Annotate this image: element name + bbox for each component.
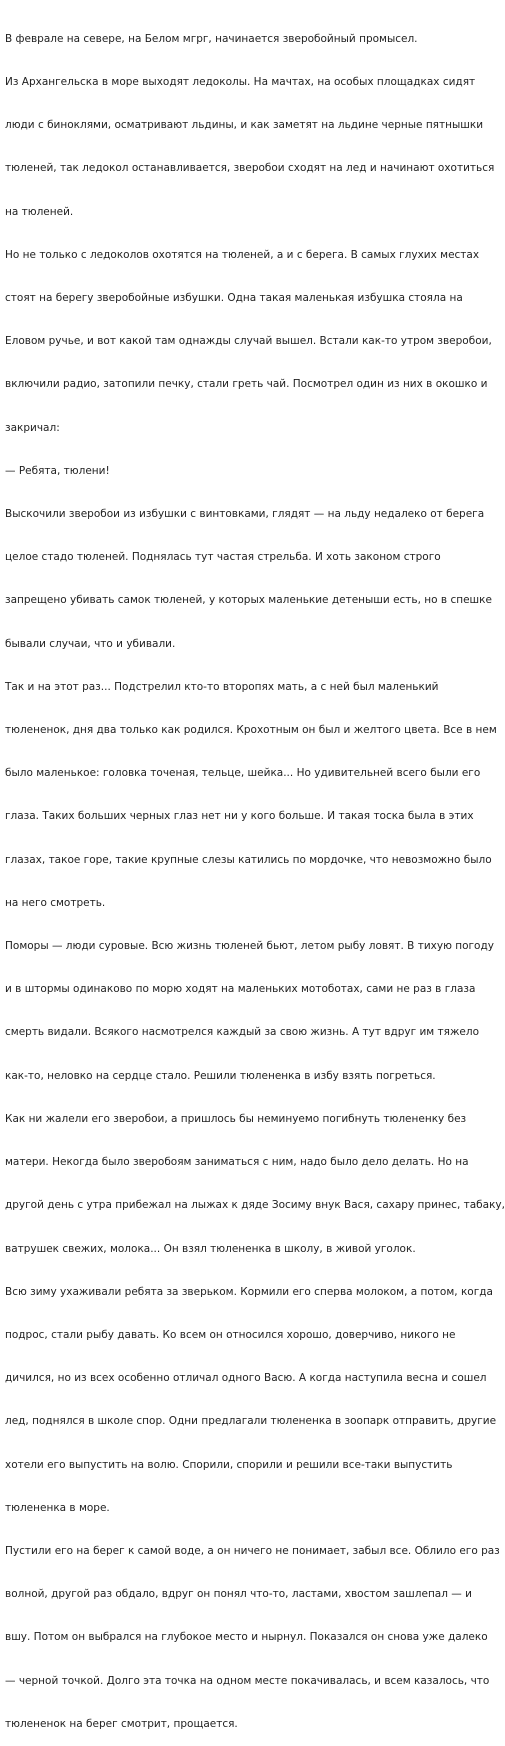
text-line: — черной точкой. Долго эта точка на одном месте покачивалась, и всем казалось, что [5, 1674, 490, 1687]
text-line: волной, другой раз обдало, вдруг он понял что-то, ластами, хвостом зашлепал — и [5, 1588, 472, 1601]
text-line: В феврале на севере, на Белом мгрг, начинается зверобойный промысел. [5, 32, 418, 45]
text-line: Выскочили зверобои из избушки с винтовками, глядят — на льду недалеко от берега [5, 508, 485, 521]
text-line: и в штормы одинаково по морю ходят на маленьких мотоботах, сами не раз в глаза [5, 983, 476, 996]
text-line: стоят на берегу зверобойные избушки. Одна такая маленькая избушка стояла на [5, 292, 463, 305]
text-line: как-то, неловко на сердце стало. Решили тюлененка в избу взять погреться. [5, 1069, 436, 1082]
text-line: тюлененка в море. [5, 1501, 110, 1514]
text-line: — Ребята, тюлени! [5, 464, 110, 477]
text-line: Из Архангельска в море выходят ледоколы. На мачтах, на особых площадках сидят [5, 76, 476, 89]
text-line: тюлененок, дня два только как родился. Крохотным он был и желтого цвета. Все в нем [5, 724, 497, 737]
text-line: ватрушек свежих, молока... Он взял тюлененка в школу, в живой уголок. [5, 1242, 416, 1255]
document-text [5, 3, 505, 1746]
text-line: смерть видали. Всякого насмотрелся каждый за свою жизнь. А тут вдруг им тяжело [5, 1026, 480, 1039]
text-line: включили радио, затопили печку, стали греть чай. Посмотрел один из них в окошко и [5, 378, 488, 391]
text-line: люди с биноклями, осматривают льдины, и как заметят на льдине черные пятнышки [5, 119, 484, 132]
text-line: запрещено убивать самок тюленей, у которых маленькие детеныши есть, но в спешке [5, 594, 492, 607]
text-line: закричал: [5, 421, 60, 434]
text-line: лед, поднялся в школе спор. Одни предлагали тюлененка в зоопарк отправить, другие [5, 1415, 497, 1428]
text-line: вшу. Потом он выбрался на глубокое место и нырнул. Показался он снова уже далеко [5, 1631, 488, 1644]
text-line: Пустили его на берег к самой воде, а он ничего не понимает, забыл все. Облило его раз [5, 1544, 500, 1557]
text-line: тюленей, так ледокол останавливается, зверобои сходят на лед и начинают охотиться [5, 162, 495, 175]
text-line: Всю зиму ухаживали ребята за зверьком. Кормили его сперва молоком, а потом, когда [5, 1285, 493, 1298]
text-line: дичился, но из всех особенно отличал одного Васю. А когда наступила весна и сошел [5, 1372, 487, 1385]
text-line: хотели его выпустить на волю. Спорили, спорили и решили все-таки выпустить [5, 1458, 453, 1471]
text-line: подрос, стали рыбу давать. Ко всем он относился хорошо, доверчиво, никого не [5, 1328, 456, 1341]
text-line: Поморы — люди суровые. Всю жизнь тюленей бьют, летом рыбу ловят. В тихую погоду [5, 940, 494, 953]
text-line: матери. Некогда было зверобоям заниматься с ним, надо было дело делать. Но на [5, 1156, 469, 1169]
text-line: на него смотреть. [5, 896, 106, 909]
text-line: на тюленей. [5, 205, 74, 218]
text-line: бывали случаи, что и убивали. [5, 637, 176, 650]
text-line: глаза. Таких больших черных глаз нет ни у кого больше. И такая тоска была в этих [5, 810, 474, 823]
text-line: было маленькое: головка точеная, тельце, шейка... Но удивительней всего были его [5, 767, 481, 780]
text-line: Еловом ручье, и вот какой там однажды случай вышел. Встали как-то утром зверобои, [5, 335, 492, 348]
text-line: Но не только с ледоколов охотятся на тюленей, а и с берега. В самых глухих местах [5, 248, 480, 261]
text-line: целое стадо тюленей. Поднялась тут частая стрельба. И хоть законом строго [5, 551, 441, 564]
text-line: тюлененок на берег смотрит, прощается. [5, 1717, 238, 1730]
text-line: Так и на этот раз... Подстрелил кто-то второпях мать, а с ней был маленький [5, 680, 439, 693]
text-line: глазах, такое горе, такие крупные слезы катились по мордочке, что невозможно было [5, 853, 492, 866]
text-line: другой день с утра прибежал на лыжах к дяде Зосиму внук Вася, сахару принес, табаку, [5, 1199, 505, 1212]
text-line: Как ни жалели его зверобои, а пришлось бы неминуемо погибнуть тюлененку без [5, 1112, 467, 1125]
